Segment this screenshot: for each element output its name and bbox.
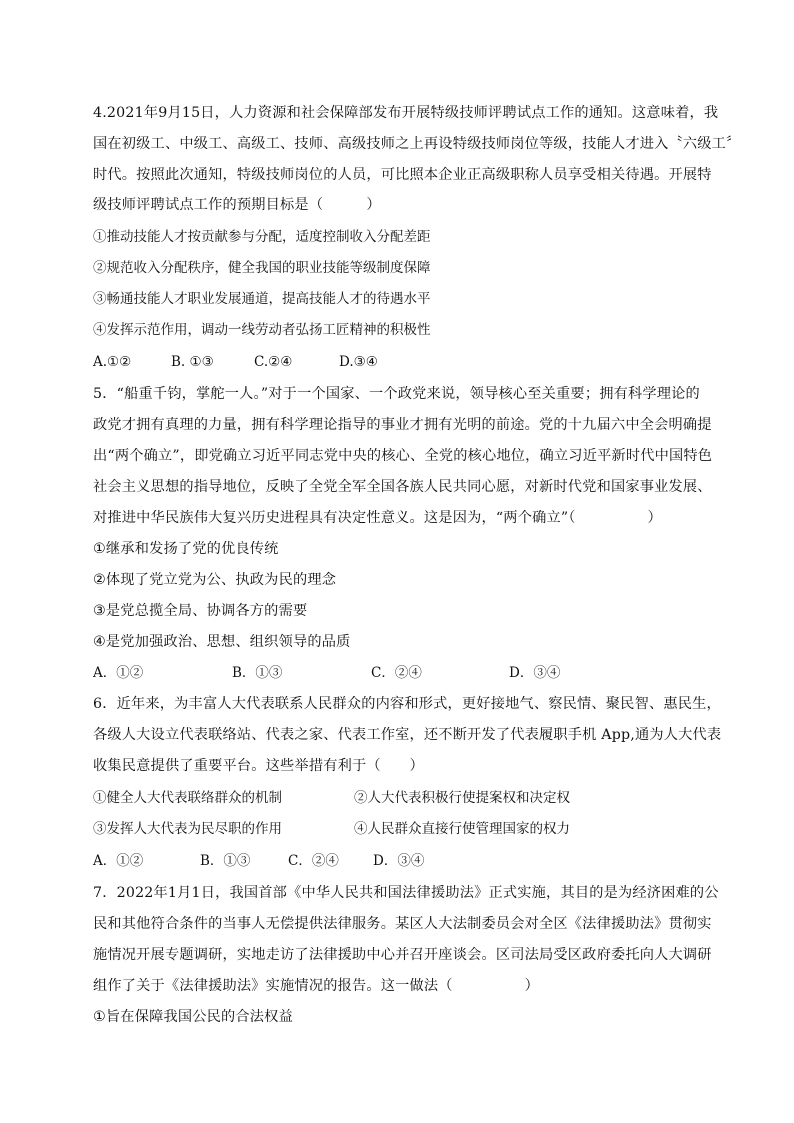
q6-choice-c: C．②④: [288, 853, 339, 869]
q4-choice-d: D.③④: [339, 354, 378, 370]
q4-stem-line-2: 国在初级工、中级工、高级工、技师、高级技师之上再设特级技师岗位等级，技能人才进入〝六级工〞: [93, 136, 741, 152]
q6-stem-line-3: 收集民意提供了重要平台。这些举措有利于（ ）: [93, 758, 424, 774]
q6-option-1: ①健全人大代表联络群众的机制: [93, 790, 282, 806]
q4-option-4: ④发挥示范作用，调动一线劳动者弘扬工匠精神的积极性: [93, 322, 431, 338]
q5-choice-b: B．①③: [232, 665, 283, 681]
q5-stem-line-5: 对推进中华民族伟大复兴历史进程具有决定性意义。这是因为，“两个确立”（ ）: [93, 510, 662, 526]
q4-choice-c: C.②④: [254, 354, 293, 370]
q6-option-3: ③发挥人大代表为民尽职的作用: [93, 821, 282, 837]
q7-stem-line-4: 组作了关于《法律援助法》实施情况的报告。这一做法（ ）: [93, 978, 540, 994]
q4-option-1: ①推动技能人才按贡献参与分配，适度控制收入分配差距: [93, 229, 431, 245]
q5-stem-line-1: 5．“船重千钧，掌舵一人。”对于一个国家、一个政党来说，领导核心至关重要；拥有科学理论的: [93, 386, 700, 402]
q7-stem-line-1: 7．2022年1月1日，我国首部《中华人民共和国法律援助法》正式实施，其目的是为经济困难的公: [93, 885, 719, 901]
q5-option-3: ③是党总揽全局、协调各方的需要: [93, 603, 308, 619]
q5-option-4: ④是党加强政治、思想、组织领导的品质: [93, 634, 351, 650]
q7-stem-line-2: 民和其他符合条件的当事人无偿提供法律服务。某区人大法制委员会对全区《法律援助法》贯彻实: [93, 916, 712, 932]
q4-choice-a: A.①②: [93, 354, 132, 370]
q5-stem-line-2: 政党才拥有真理的力量，拥有科学理论指导的事业才拥有光明的前途。党的十九届六中全会明确提: [93, 417, 712, 433]
q4-stem-line-4: 级技师评聘试点工作的预期目标是（ ）: [93, 197, 381, 213]
q4-option-3: ③畅通技能人才职业发展通道，提高技能人才的待遇水平: [93, 291, 431, 307]
q6-stem-line-1: 6．近年来，为丰富人大代表联系人民群众的内容和形式，更好接地气、察民情、聚民智、惠民生，: [93, 696, 721, 712]
q5-choice-c: C．②④: [371, 665, 422, 681]
q6-choice-d: D．③④: [373, 853, 425, 869]
q7-option-1: ①旨在保障我国公民的合法权益: [93, 1009, 293, 1025]
q6-choice-a: A．①②: [93, 853, 144, 869]
q4-stem-line-1: 4.2021年9月15日，人力资源和社会保障部发布开展特级技师评聘试点工作的通知。这意味着，我: [93, 105, 719, 121]
q6-stem-line-2: 各级人大设立代表联络站、代表之家、代表工作室，还不断开发了代表履职手机 App,通为人大代表: [93, 727, 722, 743]
q5-stem-line-3: 出“两个确立”，即党确立习近平同志党中央的核心、全党的核心地位，确立习近平新时代中国特色: [93, 448, 713, 464]
q6-option-4: ④人民群众直接行使管理国家的权力: [354, 821, 570, 837]
q5-option-1: ①继承和发扬了党的优良传统: [93, 541, 279, 557]
q6-option-2: ②人大代表积极行使提案权和决定权: [354, 790, 570, 806]
q4-stem-line-3: 时代。按照此次通知，特级技师岗位的人员，可比照本企业正高级职称人员享受相关待遇。开展特: [93, 167, 712, 183]
q5-option-2: ②体现了党立党为公、执政为民的理念: [93, 572, 337, 588]
q4-option-2: ②规范收入分配秩序，健全我国的职业技能等级制度保障: [93, 260, 431, 276]
q5-stem-line-4: 社会主义思想的指导地位，反映了全党全军全国各族人民共同心愿，对新时代党和国家事业发展、: [93, 479, 712, 495]
q4-choice-b: B. ①③: [171, 354, 214, 370]
q5-choice-d: D．③④: [509, 665, 561, 681]
q7-stem-line-3: 施情况开展专题调研，实地走访了法律援助中心并召开座谈会。区司法局受区政府委托向人大调研: [93, 947, 712, 963]
q6-choice-b: B．①③: [200, 853, 251, 869]
q5-choice-a: A．①②: [93, 665, 144, 681]
